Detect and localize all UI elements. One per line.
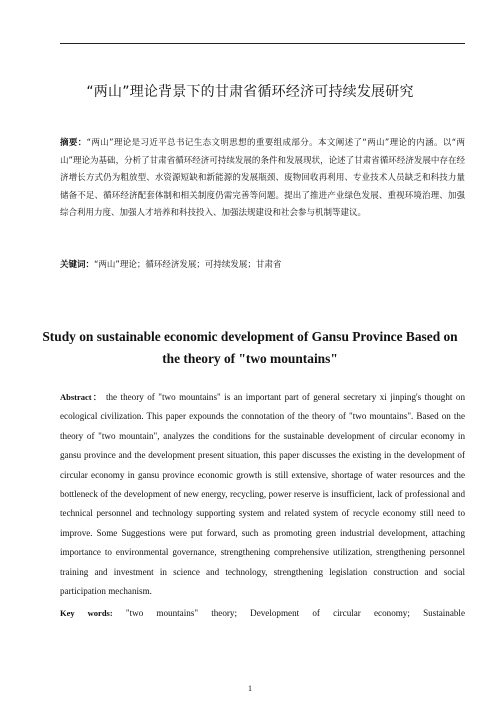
chinese-abstract	[60, 135, 465, 223]
chinese-keywords-text: “两山”理论；循环经济发展；可持续发展；甘肃省	[94, 260, 282, 270]
english-keywords-text: "two mountains" theory; Development of circular economy; Sustainable	[125, 608, 465, 618]
english-abstract-label: Abstract：	[60, 392, 103, 402]
chinese-title: “两山”理论背景下的甘肃省循环经济可持续发展研究	[86, 84, 414, 101]
english-title: Study on sustainable economic development of Gansu Province Based on the theory of "two mountains"	[42, 329, 458, 367]
chinese-keywords-label: 关键词：	[60, 260, 95, 270]
chinese-keywords	[60, 258, 465, 272]
chinese-abstract-label: 摘要：	[60, 138, 87, 148]
english-keywords	[60, 606, 465, 620]
page-number: 1	[248, 684, 252, 693]
chinese-abstract-text: “两山”理论是习近平总书记生态文明思想的重要组成部分。本文阐述了“两山”理论的内涵。以“两山”理论为基础，分析了甘肃省循环经济可持续发展的条件和发展现状，论述了甘肃省循环经济发展中存在经济增长方式仍为粗放型、水资源短缺和新能源的发展瓶颈、废物回收再利用、专业技术人员缺乏和科技力量储备不足、循环经济配套体制和相关制度仍需完善等问题。提出了推进产业绿色发展、重视环境治理、加强综合利用力度、加强人才培养和科技投入、加强法规建设和社会参与机制等建议。	[60, 138, 465, 219]
english-keywords-label: Key words:	[60, 608, 113, 618]
header-rule	[60, 43, 465, 44]
english-abstract-text: the theory of "two mountains" is an important part of general secretary xi jinping's thought on ecological civilization. This paper expounds the connotation of the theory of "two mountains". Based on the theory of "two mountain", analyzes the conditions for the sustainable development of circular economy in gansu province and the development present situation, this paper discusses the existing in the development of circular economy in gansu province economic growth is still extensive, shortage of water resources and the bottleneck of the development of new energy, recycling, power reserve is insufficient, lack of professional and technical personnel and technology supporting system and related system of recycle economy still need to improve. Some Suggestions were put forward, such as promoting green industrial development, attaching importance to environmental governance, strengthening comprehensive utilization, strengthening personnel training and investment in science and technology, strengthening legislation construction and social participation mechanism.	[60, 392, 465, 597]
english-abstract	[60, 388, 465, 601]
